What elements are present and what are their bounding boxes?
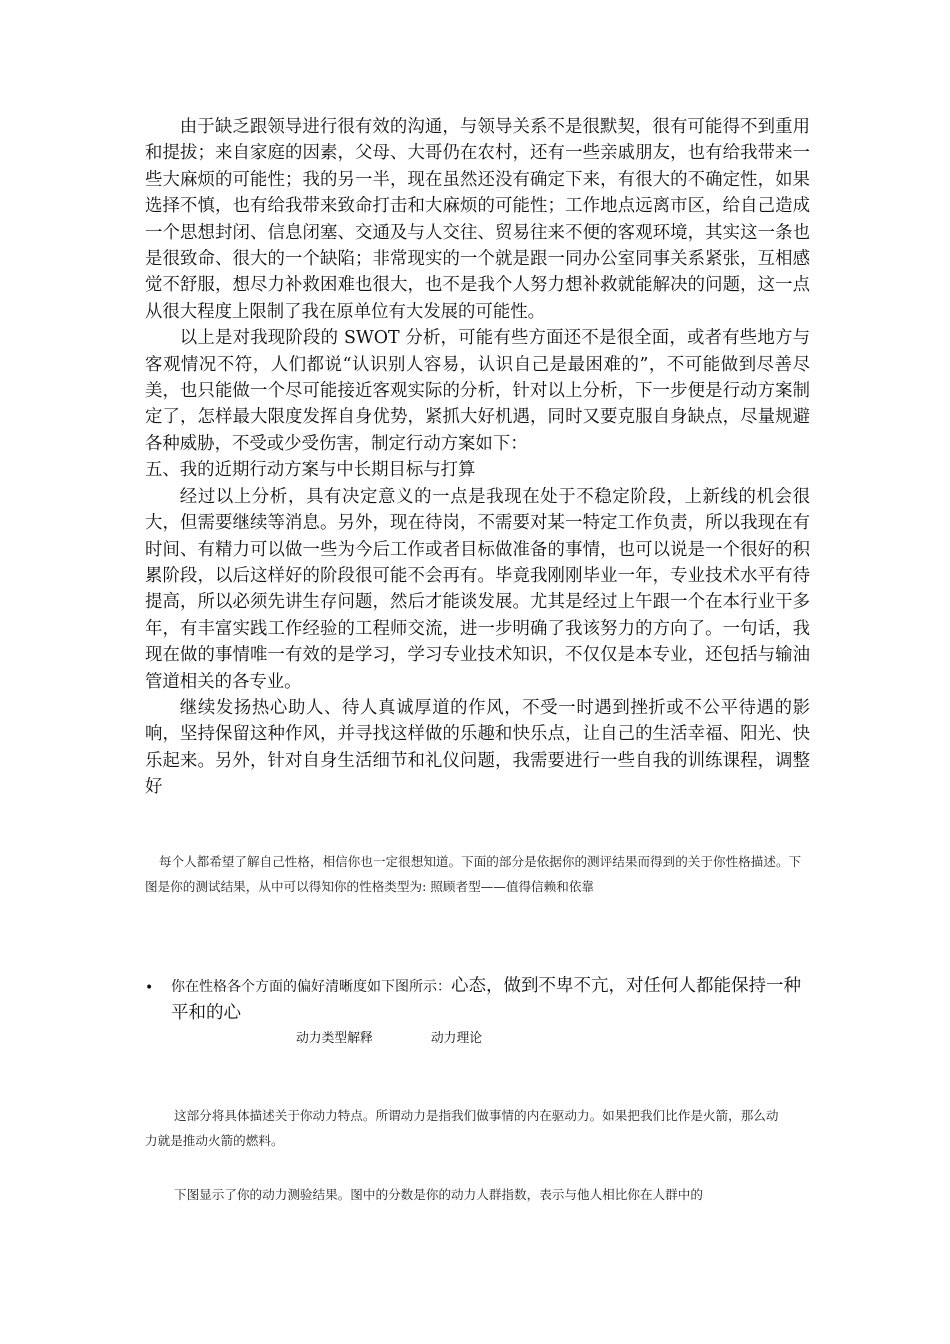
motivation-result — [145, 1182, 785, 1207]
paragraph-analysis: 经过以上分析，具有决定意义的一点是我现在处于不稳定阶段，上新线的机会很大，但需要继续等消息。另外，现在待岗，不需要对某一特定工作负责，所以我现在有时间、有精力可以做一些为今后工作或者目标做准备的事情，也可以说是一个很好的积累阶段，以后这样好的阶段很可能不会再有。毕竟我刚刚毕业一年，专业技术水平有待提高，所以必须先讲生存问题，然后才能谈发展。尤其是经过上午跟一个在本行业干多年，有丰富实践工作经验的工程师交流，进一步明确了我该努力的方向了。一句话，我现在做的事情唯一有效的是学习，学习专业技术知识，不仅仅是本专业，还包括与输油管道相关的各专业。 — [145, 486, 810, 692]
paragraph-swot-summary: 以上是对我现阶段的 SWOT 分析，可能有些方面还不是很全面，或者有些地方与客观情况不符，人们都说“认识别人容易，认识自己是最困难的”，不可能做到尽善尽美，也只能做一个尽可能接近客观实际的分析，针对以上分析，下一步便是行动方案制定了，怎样最大限度发挥自身优势，紧抓大好机遇，同时又要克服自身缺点，尽量规避各种威胁，不受或少受伤害，制定行动方案如下： — [145, 328, 810, 454]
motivation-intro — [145, 1103, 785, 1153]
tab-motivation-type[interactable]: 动力类型解释 — [296, 1031, 373, 1046]
section-heading: 五、我的近期行动方案与中长期目标与打算 — [145, 460, 476, 481]
personality-note-text: 每个人都希望了解自己性格，相信你也一定很想知道。下面的部分是依据你的测评结果而得到的关于你性格描述。下图是你的测试结果，从中可以得知你的性格类型为: 照顾者型——值得信赖和依靠 — [145, 854, 802, 894]
bullet-marker: • — [145, 980, 154, 996]
motivation-tabs — [296, 1029, 482, 1049]
paragraph-weaknesses: 由于缺乏跟领导进行很有效的沟通，与领导关系不是很默契，很有可能得不到重用和提拔；来自家庭的因素，父母、大哥仍在农村，还有一些亲戚朋友，也有给我带来一些大麻烦的可能性；我的另一半，现在虽然还没有确定下来，有很大的不确定性，如果选择不慎，也有给我带来致命打击和大麻烦的可能性；工作地点远离市区，给自己造成一个思想封闭、信息闭塞、交通及与人交往、贸易往来不便的客观环境，其实这一条也是很致命、很大的一个缺陷；非常现实的一个就是跟一同办公室同事关系紧张，互相感觉不舒服，想尽力补救困难也很大，也不是我个人努力想补救就能解决的问题，这一点从很大程度上限制了我在原单位有大发展的可能性。 — [145, 117, 810, 322]
motivation-result-text: 下图显示了你的动力测验结果。图中的分数是你的动力人群指数，表示与他人相比你在人群中的 — [173, 1187, 703, 1202]
bullet-item — [145, 973, 810, 1027]
bullet-text — [171, 973, 810, 1027]
motivation-intro-text: 这部分将具体描述关于你动力特点。所谓动力是指我们做事情的内在驱动力。如果把我们比作是火箭，那么动力就是推动火箭的燃料。 — [145, 1108, 779, 1148]
bullet-emphasis: 心态，做到不卑不亢，对任何人都能保持一种平和的心 — [171, 976, 801, 1023]
main-body — [145, 114, 810, 801]
paragraph-style: 继续发扬热心助人、待人真诚厚道的作风，不受一时遇到挫折或不公平待遇的影响，坚持保留这种作风，并寻找这样做的乐趣和快乐点，让自己的生活幸福、阳光、快乐起来。另外，针对自身生活细节和礼仪问题，我需要进行一些自我的训练课程，调整好 — [145, 697, 810, 798]
bullet-lead: 你在性格各个方面的偏好清晰度如下图所示： — [171, 979, 451, 995]
tab-motivation-theory[interactable]: 动力理论 — [430, 1031, 483, 1046]
personality-note — [145, 849, 810, 899]
